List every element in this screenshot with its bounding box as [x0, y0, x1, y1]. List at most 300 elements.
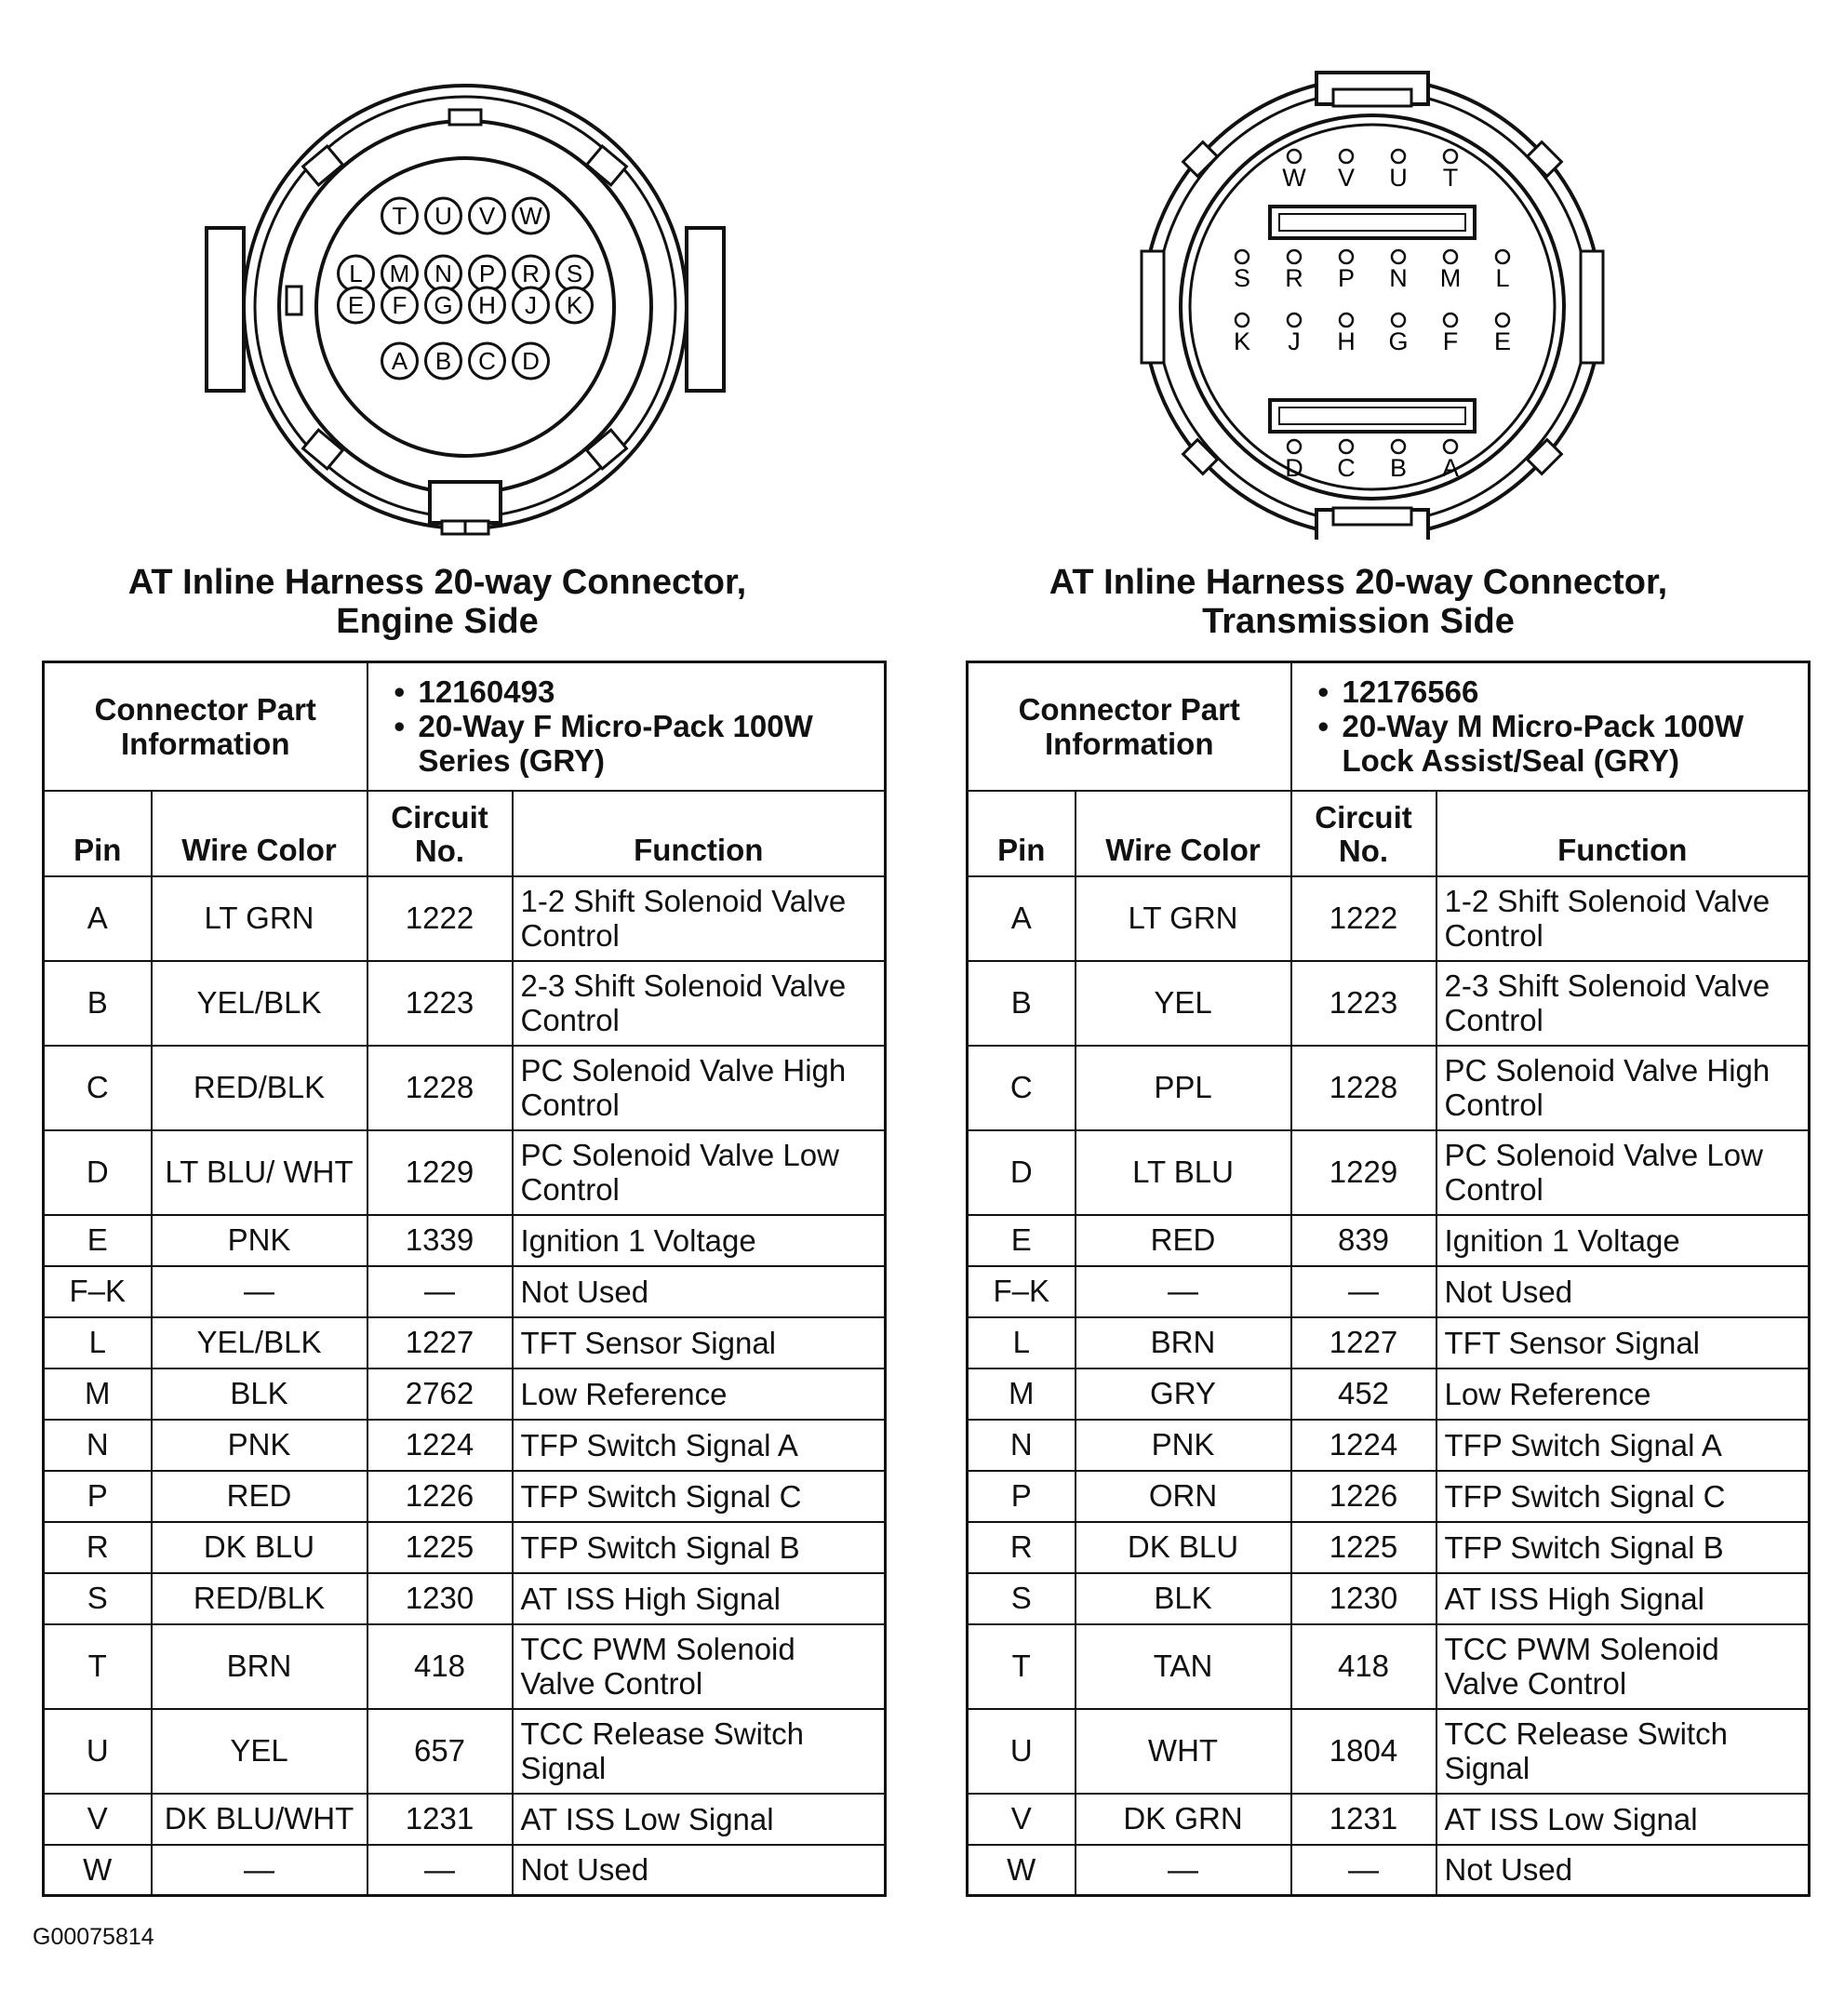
function-cell	[1436, 1573, 1810, 1624]
pin-terminal-m	[1444, 250, 1457, 263]
pin-terminal-b	[1392, 440, 1405, 453]
function-line1: TFP Switch Signal A	[520, 1427, 798, 1462]
transmission-title-line1: AT Inline Harness 20-way Connector,	[1049, 563, 1668, 602]
transmission-part-desc-line2: Lock Assist/Seal (GRY)	[1342, 743, 1680, 779]
pin-terminal-w	[1288, 150, 1301, 163]
function-cell	[513, 876, 886, 961]
pin-label-f: F	[1442, 327, 1459, 355]
function-line1: Not Used	[1444, 1274, 1573, 1309]
function-cell	[1436, 1130, 1810, 1215]
wire-color-cell: YEL/BLK	[152, 961, 367, 1046]
pin-label-a: A	[1441, 454, 1460, 482]
wire-color-cell: WHT	[1076, 1709, 1291, 1794]
wire-color-cell: DK BLU	[152, 1522, 367, 1573]
table-row	[968, 1046, 1810, 1130]
function-line2: Control	[520, 1172, 620, 1207]
function-line1: TFP Switch Signal A	[1444, 1427, 1722, 1462]
wire-color-cell: —	[152, 1845, 367, 1896]
table-row	[968, 1368, 1810, 1420]
pin-terminal-h	[1340, 314, 1353, 327]
pin-cell: R	[968, 1522, 1076, 1573]
circuit-cell: 1230	[1291, 1573, 1436, 1624]
table-row	[968, 1471, 1810, 1522]
circuit-cell: 1222	[1291, 876, 1436, 961]
pin-cell: F–K	[968, 1266, 1076, 1317]
function-line2: Signal	[520, 1751, 607, 1785]
circuit-cell: 1225	[1291, 1522, 1436, 1573]
function-line1: TFT Sensor Signal	[1444, 1325, 1701, 1360]
pin-cell: W	[968, 1845, 1076, 1896]
table-row	[44, 1794, 886, 1845]
function-cell	[1436, 1368, 1810, 1420]
function-cell	[1436, 1845, 1810, 1896]
pin-label-p: P	[478, 260, 496, 287]
pin-label-j: J	[1288, 327, 1301, 355]
wire-color-cell: RED	[152, 1471, 367, 1522]
pin-terminal-e	[1496, 314, 1509, 327]
engine-header-row	[44, 791, 886, 876]
pin-terminal-k	[1236, 314, 1249, 327]
wire-color-cell: PNK	[152, 1420, 367, 1471]
wire-color-cell: LT GRN	[1076, 876, 1291, 961]
pin-label-g: G	[1388, 327, 1409, 355]
transmission-part-description	[1318, 709, 1801, 778]
function-cell	[513, 1420, 886, 1471]
function-line1: 2-3 Shift Solenoid Valve	[1444, 968, 1771, 1003]
circuit-cell: 1224	[1291, 1420, 1436, 1471]
table-row	[44, 876, 886, 961]
pin-terminal-n	[1392, 250, 1405, 263]
engine-connector-diagram	[186, 37, 763, 540]
circuit-cell: 1227	[1291, 1317, 1436, 1368]
function-cell	[1436, 1266, 1810, 1317]
table-row	[968, 1845, 1810, 1896]
function-line1: Not Used	[520, 1852, 649, 1888]
circuit-cell: 1228	[1291, 1046, 1436, 1130]
function-line1: AT ISS Low Signal	[520, 1801, 774, 1836]
pin-label-s: S	[1233, 264, 1251, 292]
circuit-cell: 1231	[367, 1794, 513, 1845]
pin-label-e: E	[1493, 327, 1512, 355]
function-line1: TFP Switch Signal C	[1444, 1478, 1726, 1514]
pin-label-h: H	[1337, 327, 1356, 355]
pin-cell: D	[44, 1130, 152, 1215]
transmission-title	[921, 563, 1796, 641]
wire-color-cell: PNK	[1076, 1420, 1291, 1471]
pin-cell: N	[44, 1420, 152, 1471]
table-row	[44, 1266, 886, 1317]
function-cell	[513, 1624, 886, 1709]
circuit-cell: 418	[367, 1624, 513, 1709]
pin-label-f: F	[392, 291, 408, 319]
function-cell	[1436, 1317, 1810, 1368]
circuit-cell: 1226	[1291, 1471, 1436, 1522]
pin-cell: T	[44, 1624, 152, 1709]
engine-header-wire-color: Wire Color	[152, 791, 367, 876]
figure-id: G00075814	[33, 1924, 154, 1950]
pin-label-u: U	[1389, 164, 1408, 192]
function-line1: 1-2 Shift Solenoid Valve	[1444, 884, 1771, 918]
function-cell	[513, 1266, 886, 1317]
wire-color-cell: LT BLU/ WHT	[152, 1130, 367, 1215]
transmission-pinout-table	[966, 661, 1811, 1897]
wire-color-cell: GRY	[1076, 1368, 1291, 1420]
function-cell	[1436, 1471, 1810, 1522]
wire-color-cell: BRN	[1076, 1317, 1291, 1368]
table-row	[968, 876, 1810, 961]
table-row	[44, 961, 886, 1046]
pin-cell: P	[44, 1471, 152, 1522]
table-row	[968, 1317, 1810, 1368]
function-cell	[1436, 876, 1810, 961]
table-row	[968, 1624, 1810, 1709]
transmission-header-wire-color: Wire Color	[1076, 791, 1291, 876]
table-row	[44, 1420, 886, 1471]
pin-cell: E	[44, 1215, 152, 1266]
circuit-cell: 1223	[1291, 961, 1436, 1046]
engine-part-label-line1: Connector Part	[94, 691, 316, 727]
engine-title-line1: AT Inline Harness 20-way Connector,	[127, 563, 747, 602]
pin-cell: U	[968, 1709, 1076, 1794]
pin-cell: C	[968, 1046, 1076, 1130]
table-row	[44, 1471, 886, 1522]
function-line1: AT ISS Low Signal	[1444, 1801, 1698, 1836]
function-line2: Signal	[1444, 1751, 1530, 1785]
pin-terminal-v	[1340, 150, 1353, 163]
function-line1: Not Used	[1444, 1852, 1573, 1888]
engine-part-label-line2: Information	[121, 726, 290, 761]
wire-color-cell: BLK	[1076, 1573, 1291, 1624]
transmission-header-circuit-line1: Circuit	[1315, 799, 1412, 834]
circuit-cell: 1228	[367, 1046, 513, 1130]
circuit-cell: —	[367, 1266, 513, 1317]
wire-color-cell: DK GRN	[1076, 1794, 1291, 1845]
pin-label-a: A	[391, 347, 408, 375]
function-line1: Ignition 1 Voltage	[520, 1222, 756, 1258]
function-line2: Valve Control	[1444, 1666, 1627, 1701]
function-line2: Control	[1444, 1172, 1543, 1207]
pin-terminal-t	[1444, 150, 1457, 163]
pin-label-d: D	[522, 347, 540, 375]
function-cell	[513, 1046, 886, 1130]
pin-label-k: K	[1233, 327, 1251, 355]
function-line1: AT ISS High Signal	[520, 1581, 781, 1616]
table-row	[968, 1130, 1810, 1215]
pin-cell: D	[968, 1130, 1076, 1215]
pin-label-t: T	[1442, 164, 1459, 192]
function-cell	[1436, 1624, 1810, 1709]
engine-header-circuit-line2: No.	[414, 833, 465, 868]
engine-part-desc-line2: Series (GRY)	[418, 743, 606, 779]
transmission-header-pin: Pin	[968, 791, 1076, 876]
pin-terminal-f	[1444, 314, 1457, 327]
pin-terminal-g	[1392, 314, 1405, 327]
circuit-cell: —	[367, 1845, 513, 1896]
function-line1: TFP Switch Signal B	[520, 1529, 800, 1565]
table-row	[44, 1709, 886, 1794]
pin-label-u: U	[434, 202, 452, 230]
wire-color-cell: LT BLU	[1076, 1130, 1291, 1215]
function-line1: TCC Release Switch	[520, 1716, 804, 1751]
engine-title-line2: Engine Side	[336, 602, 539, 641]
wire-color-cell: RED/BLK	[152, 1046, 367, 1130]
circuit-cell: 1229	[1291, 1130, 1436, 1215]
pin-terminal-r	[1288, 250, 1301, 263]
function-line1: PC Solenoid Valve High	[1444, 1053, 1771, 1088]
transmission-part-info-label	[968, 662, 1291, 791]
function-cell	[1436, 1420, 1810, 1471]
function-line1: TFP Switch Signal C	[520, 1478, 802, 1514]
function-line1: 1-2 Shift Solenoid Valve	[520, 884, 847, 918]
function-line1: PC Solenoid Valve Low	[1444, 1138, 1763, 1172]
pin-label-c: C	[478, 347, 496, 375]
pin-cell: C	[44, 1046, 152, 1130]
pin-label-m: M	[1439, 264, 1462, 292]
pin-cell: V	[968, 1794, 1076, 1845]
circuit-cell: 1224	[367, 1420, 513, 1471]
circuit-cell: 1223	[367, 961, 513, 1046]
function-cell	[513, 1130, 886, 1215]
pin-terminal-j	[1288, 314, 1301, 327]
pin-label-r: R	[522, 260, 540, 287]
function-line1: TCC PWM Solenoid	[1444, 1632, 1719, 1666]
pin-cell: F–K	[44, 1266, 152, 1317]
function-line1: TFT Sensor Signal	[520, 1325, 777, 1360]
engine-part-desc-line1: 20-Way F Micro-Pack 100W	[418, 709, 813, 744]
pin-label-j: J	[525, 291, 537, 319]
circuit-cell: 418	[1291, 1624, 1436, 1709]
pin-cell: B	[44, 961, 152, 1046]
function-line1: 2-3 Shift Solenoid Valve	[520, 968, 847, 1003]
function-cell	[513, 961, 886, 1046]
wire-color-cell: —	[1076, 1266, 1291, 1317]
transmission-connector-diagram	[1130, 37, 1614, 540]
pin-cell: V	[44, 1794, 152, 1845]
engine-part-info	[367, 662, 886, 791]
circuit-cell: 452	[1291, 1368, 1436, 1420]
pin-label-v: V	[478, 202, 496, 230]
function-cell	[513, 1317, 886, 1368]
pin-cell: R	[44, 1522, 152, 1573]
pin-cell: B	[968, 961, 1076, 1046]
wire-color-cell: PNK	[152, 1215, 367, 1266]
function-line1: AT ISS High Signal	[1444, 1581, 1704, 1616]
pin-cell: A	[968, 876, 1076, 961]
engine-header-pin: Pin	[44, 791, 152, 876]
transmission-title-line2: Transmission Side	[1202, 602, 1515, 641]
circuit-cell: 2762	[367, 1368, 513, 1420]
pin-cell: A	[44, 876, 152, 961]
pin-label-t: T	[392, 202, 408, 230]
function-line1: Not Used	[520, 1274, 649, 1309]
wire-color-cell: RED	[1076, 1215, 1291, 1266]
function-line2: Control	[1444, 918, 1543, 953]
table-row	[44, 1130, 886, 1215]
pin-terminal-c	[1340, 440, 1353, 453]
pin-label-g: G	[434, 291, 453, 319]
pin-label-n: N	[1389, 264, 1408, 292]
transmission-header-circuit	[1291, 791, 1436, 876]
circuit-cell: 1339	[367, 1215, 513, 1266]
function-cell	[513, 1368, 886, 1420]
engine-title	[0, 563, 875, 641]
function-cell	[513, 1215, 886, 1266]
function-line2: Valve Control	[520, 1666, 703, 1701]
function-line1: Ignition 1 Voltage	[1444, 1222, 1680, 1258]
table-row	[968, 1266, 1810, 1317]
table-row	[44, 1624, 886, 1709]
table-row	[44, 1046, 886, 1130]
pin-terminal-p	[1340, 250, 1353, 263]
transmission-part-info	[1291, 662, 1810, 791]
pin-terminal-a	[1444, 440, 1457, 453]
wire-color-cell: PPL	[1076, 1046, 1291, 1130]
function-cell	[1436, 1215, 1810, 1266]
pin-label-w: W	[1282, 164, 1306, 192]
table-row	[968, 1709, 1810, 1794]
pin-label-w: W	[519, 202, 542, 230]
pin-label-l: L	[1495, 264, 1510, 292]
circuit-cell: 1222	[367, 876, 513, 961]
pin-label-m: M	[389, 260, 410, 287]
circuit-cell: 1804	[1291, 1709, 1436, 1794]
wire-color-cell: YEL/BLK	[152, 1317, 367, 1368]
engine-part-info-label	[44, 662, 367, 791]
circuit-cell: 1225	[367, 1522, 513, 1573]
table-row	[968, 1573, 1810, 1624]
pin-label-h: H	[478, 291, 496, 319]
table-row	[968, 1420, 1810, 1471]
function-line1: TCC PWM Solenoid	[520, 1632, 795, 1666]
pin-cell: S	[968, 1573, 1076, 1624]
transmission-part-label-line2: Information	[1045, 726, 1214, 761]
function-line2: Control	[1444, 1003, 1543, 1037]
pin-cell: N	[968, 1420, 1076, 1471]
pin-label-v: V	[1337, 164, 1356, 192]
circuit-cell: —	[1291, 1845, 1436, 1896]
wire-color-cell: YEL	[152, 1709, 367, 1794]
function-line2: Control	[520, 918, 620, 953]
engine-header-circuit-line1: Circuit	[391, 799, 488, 834]
transmission-header-row	[968, 791, 1810, 876]
function-line1: TCC Release Switch	[1444, 1716, 1728, 1751]
function-cell	[1436, 1522, 1810, 1573]
table-row	[44, 1845, 886, 1896]
pin-cell: L	[968, 1317, 1076, 1368]
wire-color-cell: —	[1076, 1845, 1291, 1896]
pin-cell: E	[968, 1215, 1076, 1266]
circuit-cell: 1229	[367, 1130, 513, 1215]
function-line2: Control	[520, 1003, 620, 1037]
engine-part-description	[394, 709, 877, 778]
function-line2: Control	[1444, 1088, 1543, 1122]
pin-cell: L	[44, 1317, 152, 1368]
pin-cell: S	[44, 1573, 152, 1624]
function-line1: Low Reference	[520, 1376, 728, 1411]
pin-label-b: B	[1389, 454, 1408, 482]
circuit-cell: —	[1291, 1266, 1436, 1317]
pin-terminal-l	[1496, 250, 1509, 263]
wire-color-cell: RED/BLK	[152, 1573, 367, 1624]
function-cell	[1436, 1794, 1810, 1845]
wire-color-cell: DK BLU	[1076, 1522, 1291, 1573]
pin-label-e: E	[347, 291, 365, 319]
pin-terminal-d	[1288, 440, 1301, 453]
circuit-cell: 1227	[367, 1317, 513, 1368]
function-cell	[513, 1794, 886, 1845]
pin-label-n: N	[434, 260, 452, 287]
transmission-header-function: Function	[1436, 791, 1810, 876]
table-row	[968, 1215, 1810, 1266]
table-row	[968, 1522, 1810, 1573]
function-cell	[513, 1471, 886, 1522]
circuit-cell: 839	[1291, 1215, 1436, 1266]
transmission-part-label-line1: Connector Part	[1018, 691, 1240, 727]
pin-cell: T	[968, 1624, 1076, 1709]
pin-label-k: K	[566, 291, 583, 319]
engine-header-function: Function	[513, 791, 886, 876]
wire-color-cell: BLK	[152, 1368, 367, 1420]
pin-label-l: L	[349, 260, 363, 287]
engine-part-number: • 12160493	[394, 674, 877, 709]
engine-header-circuit	[367, 791, 513, 876]
pin-cell: U	[44, 1709, 152, 1794]
pin-label-d: D	[1285, 454, 1303, 482]
table-row	[44, 1215, 886, 1266]
function-cell	[513, 1573, 886, 1624]
function-line1: Low Reference	[1444, 1376, 1651, 1411]
function-line1: PC Solenoid Valve High	[520, 1053, 847, 1088]
table-row	[44, 1573, 886, 1624]
pin-label-p: P	[1337, 264, 1356, 292]
function-cell	[1436, 961, 1810, 1046]
function-line1: TFP Switch Signal B	[1444, 1529, 1724, 1565]
transmission-header-circuit-line2: No.	[1338, 833, 1389, 868]
wire-color-cell: LT GRN	[152, 876, 367, 961]
function-cell	[513, 1845, 886, 1896]
table-row	[44, 1317, 886, 1368]
wire-color-cell: —	[152, 1266, 367, 1317]
wire-color-cell: YEL	[1076, 961, 1291, 1046]
pin-terminal-s	[1236, 250, 1249, 263]
pin-label-c: C	[1337, 454, 1356, 482]
pin-cell: M	[44, 1368, 152, 1420]
function-cell	[513, 1522, 886, 1573]
pin-cell: P	[968, 1471, 1076, 1522]
pin-cell: M	[968, 1368, 1076, 1420]
wire-color-cell: BRN	[152, 1624, 367, 1709]
table-row	[44, 1368, 886, 1420]
function-line1: PC Solenoid Valve Low	[520, 1138, 839, 1172]
circuit-cell: 657	[367, 1709, 513, 1794]
table-row	[968, 1794, 1810, 1845]
function-cell	[513, 1709, 886, 1794]
function-cell	[1436, 1046, 1810, 1130]
pin-label-b: B	[434, 347, 452, 375]
table-row	[968, 961, 1810, 1046]
pin-label-r: R	[1285, 264, 1303, 292]
circuit-cell: 1230	[367, 1573, 513, 1624]
circuit-cell: 1231	[1291, 1794, 1436, 1845]
function-line2: Control	[520, 1088, 620, 1122]
pin-terminal-u	[1392, 150, 1405, 163]
pin-cell: W	[44, 1845, 152, 1896]
pin-label-s: S	[566, 260, 583, 287]
engine-pinout-table	[42, 661, 887, 1897]
wire-color-cell: TAN	[1076, 1624, 1291, 1709]
transmission-part-number: • 12176566	[1318, 674, 1801, 709]
wire-color-cell: ORN	[1076, 1471, 1291, 1522]
